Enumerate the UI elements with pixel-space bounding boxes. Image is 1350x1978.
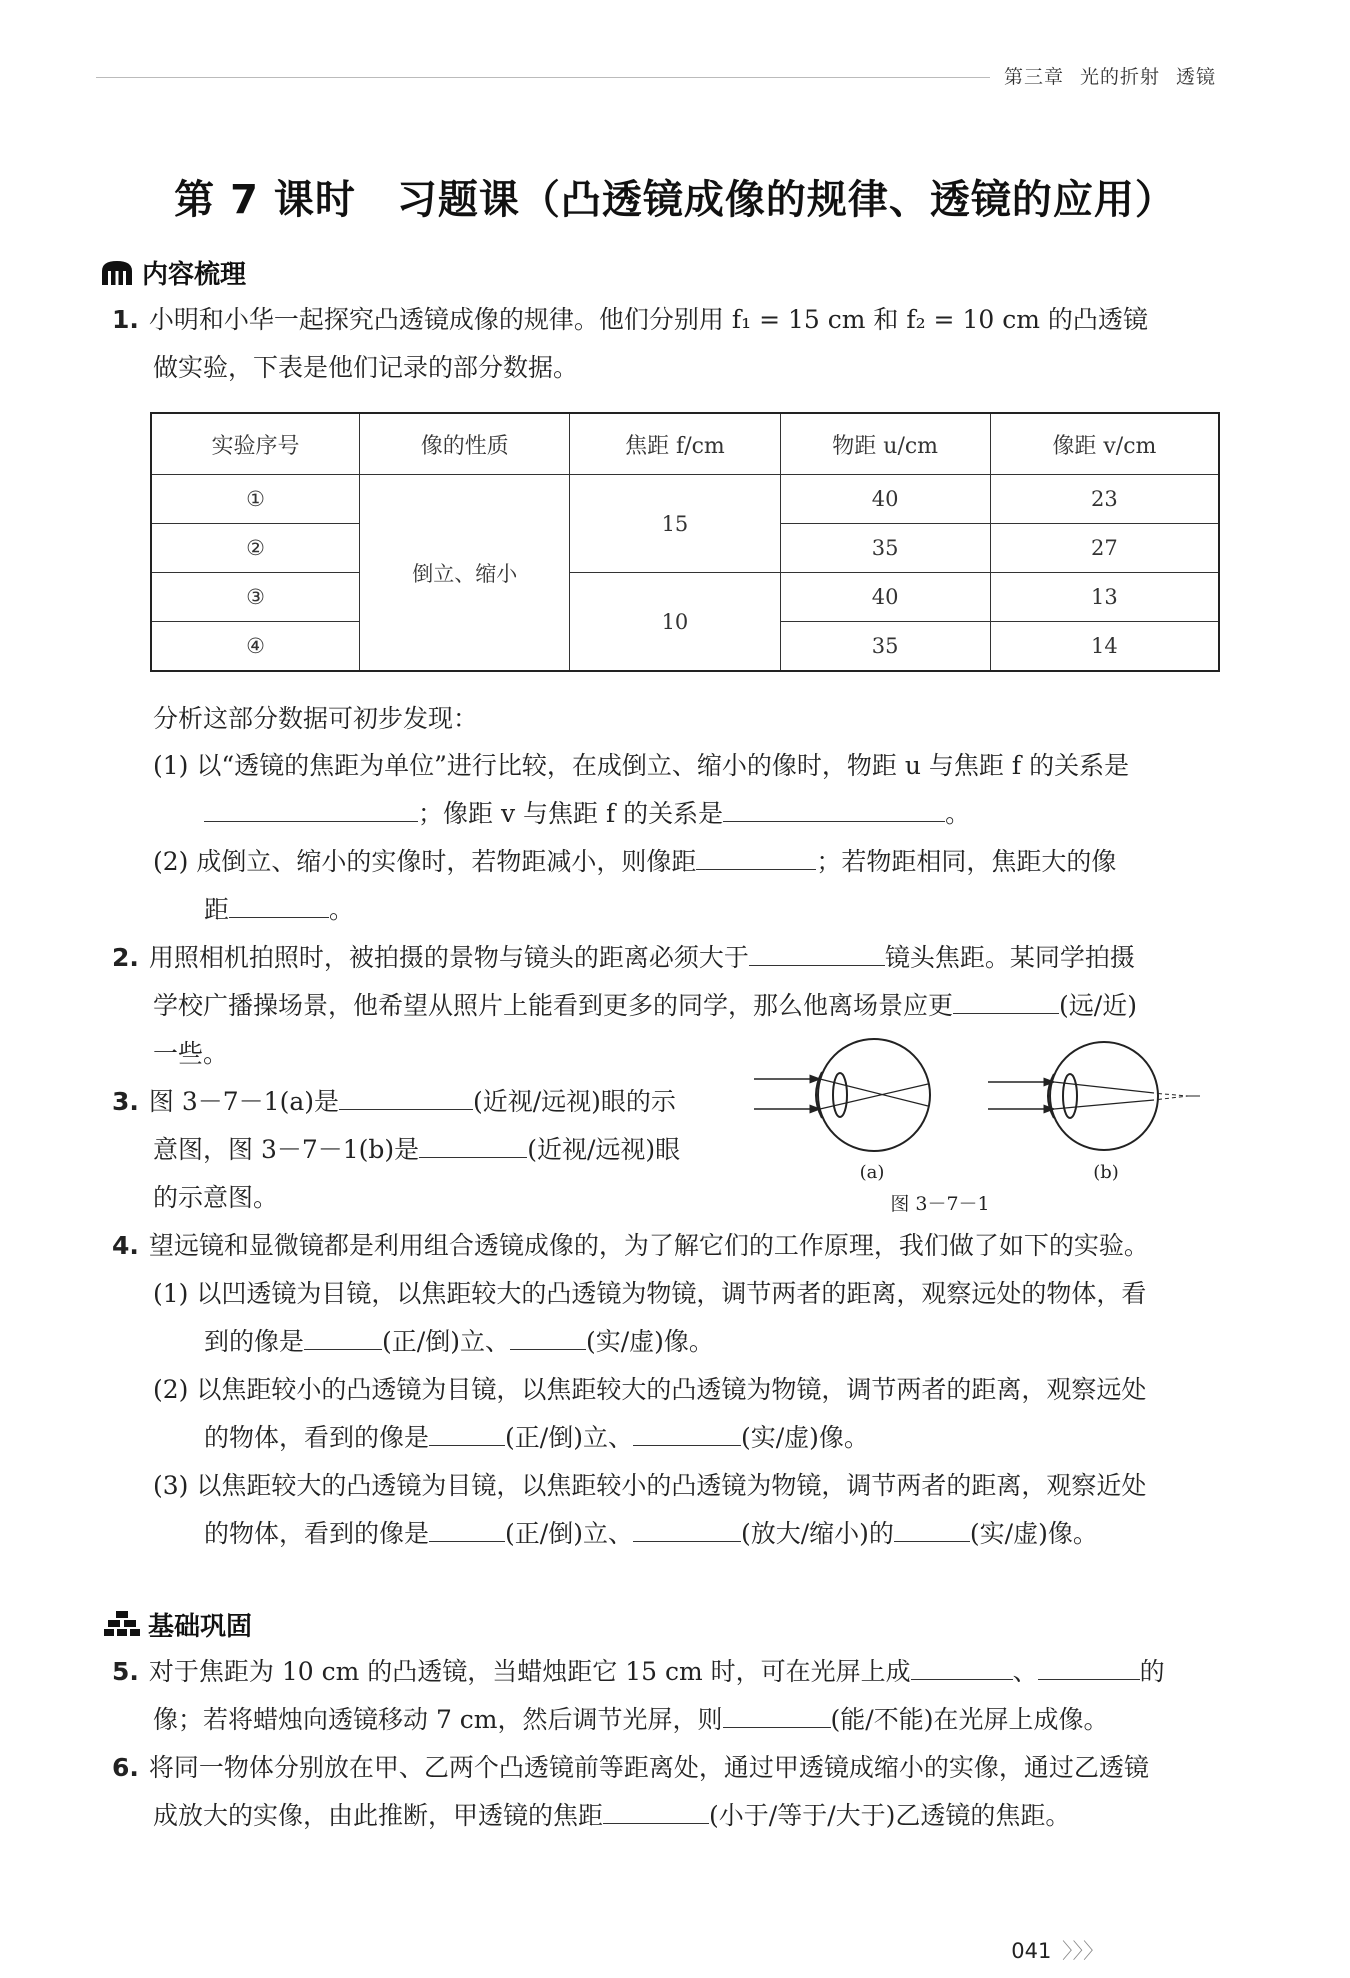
text-span: (实/虚)像。 xyxy=(969,1519,1098,1548)
q3-line1 xyxy=(112,1078,676,1126)
table-cell: 10 xyxy=(570,573,780,672)
q6-line1 xyxy=(112,1744,1149,1792)
column-header: 像的性质 xyxy=(360,413,570,475)
table-cell: 40 xyxy=(780,475,990,524)
answer-blank[interactable] xyxy=(911,1649,1013,1680)
analysis-p2-line1 xyxy=(153,838,1116,886)
table-row xyxy=(151,475,1219,524)
table-cell: 35 xyxy=(780,622,990,672)
q2-line1 xyxy=(112,934,1135,982)
q4-s3-line2 xyxy=(204,1510,1098,1558)
table-cell: 40 xyxy=(780,573,990,622)
table-cell: 35 xyxy=(780,524,990,573)
q4-s2-line2 xyxy=(204,1414,869,1462)
label-b: (b) xyxy=(1093,1162,1119,1183)
question-number: 1. xyxy=(112,305,139,334)
table-cell: ③ xyxy=(151,573,360,622)
text-span: 望远镜和显微镜都是利用组合透镜成像的，为了解它们的工作原理，我们做了如下的实验。 xyxy=(148,1231,1149,1260)
text-span: 图 3－7－1(a)是 xyxy=(148,1087,339,1116)
text-span: ；若物距相同，焦距大的像 xyxy=(816,847,1117,876)
answer-blank[interactable] xyxy=(723,791,945,822)
text-span: 的物体，看到的像是 xyxy=(204,1519,430,1548)
answer-blank[interactable] xyxy=(633,1511,741,1542)
answer-blank[interactable] xyxy=(953,983,1059,1014)
question-number: 4. xyxy=(112,1231,139,1260)
eye-a xyxy=(754,1039,930,1151)
q3-line2 xyxy=(153,1126,680,1174)
answer-blank[interactable] xyxy=(696,839,816,870)
text-span: 将同一物体分别放在甲、乙两个凸透镜前等距离处，通过甲透镜成缩小的实像，通过乙透镜 xyxy=(148,1753,1149,1782)
q5-line2 xyxy=(153,1696,1108,1744)
section-heading-basics xyxy=(104,1606,252,1644)
chevrons-icon: 〉〉〉 xyxy=(1062,1939,1104,1963)
table-cell: ② xyxy=(151,524,360,573)
q2-line3: 一些。 xyxy=(153,1039,229,1068)
chapter-label: 第三章 xyxy=(1004,66,1065,88)
text-span: 成放大的实像，由此推断，甲透镜的焦距 xyxy=(153,1801,604,1830)
q4-line0 xyxy=(112,1222,1149,1270)
eye-diagram-figure xyxy=(748,1036,1208,1216)
text-span: (近视/远视)眼 xyxy=(527,1135,681,1164)
text-span: 镜头焦距。某同学拍摄 xyxy=(884,943,1135,972)
answer-blank[interactable] xyxy=(603,1793,709,1824)
q4-s3-line1: (3) 以焦距较大的凸透镜为目镜，以焦距较小的凸透镜为物镜，调节两者的距离，观察近处 xyxy=(153,1471,1147,1500)
table-cell: 13 xyxy=(990,573,1219,622)
answer-blank[interactable] xyxy=(1038,1649,1140,1680)
chapter-title-a: 光的折射 xyxy=(1080,66,1161,88)
answer-blank[interactable] xyxy=(339,1079,473,1110)
analysis-intro: 分析这部分数据可初步发现： xyxy=(153,704,479,733)
column-header: 像距 v/cm xyxy=(990,413,1219,475)
table-cell: ④ xyxy=(151,622,360,672)
question-number: 6. xyxy=(112,1753,139,1782)
data-table xyxy=(150,412,1220,672)
text-span: 。 xyxy=(945,799,971,828)
text-span: 像；若将蜡烛向透镜移动 7 cm，然后调节光屏，则 xyxy=(153,1705,723,1734)
section-title: 基础巩固 xyxy=(148,1612,253,1642)
text-span: (放大/缩小)的 xyxy=(740,1519,894,1548)
text-span: 学校广播操场景，他希望从照片上能看到更多的同学，那么他离场景应更 xyxy=(153,991,954,1020)
q1-line1 xyxy=(112,296,1148,344)
text-span: 的物体，看到的像是 xyxy=(204,1423,430,1452)
text-span: (实/虚)像。 xyxy=(740,1423,869,1452)
question-number: 5. xyxy=(112,1657,139,1686)
q2-line2 xyxy=(153,982,1137,1030)
label-a: (a) xyxy=(859,1162,885,1183)
page-title: 第 7 课时 习题课（凸透镜成像的规律、透镜的应用） xyxy=(174,177,1176,223)
q4-s2-line1: (2) 以焦距较小的凸透镜为目镜，以焦距较大的凸透镜为物镜，调节两者的距离，观察远处 xyxy=(153,1375,1147,1404)
column-header: 物距 u/cm xyxy=(780,413,990,475)
text-span: 意图，图 3－7－1(b)是 xyxy=(153,1135,420,1164)
text-span: 。 xyxy=(329,895,355,924)
arch-icon xyxy=(100,259,134,292)
table-row xyxy=(151,573,1219,622)
answer-blank[interactable] xyxy=(229,887,329,918)
answer-blank[interactable] xyxy=(304,1319,382,1350)
analysis-p1-line1: (1) 以“透镜的焦距为单位”进行比较，在成倒立、缩小的像时，物距 u 与焦距 f 的关系是 xyxy=(153,751,1130,780)
table-cell: 23 xyxy=(990,475,1219,524)
analysis-p2-line2 xyxy=(204,886,354,934)
bricks-icon xyxy=(104,1611,140,1644)
answer-blank[interactable] xyxy=(429,1415,505,1446)
text-span: 距 xyxy=(204,895,230,924)
section-title: 内容梳理 xyxy=(142,260,247,290)
answer-blank[interactable] xyxy=(894,1511,970,1542)
text-span: (2) 成倒立、缩小的实像时，若物距减小，则像距 xyxy=(153,847,697,876)
table-cell: ① xyxy=(151,475,360,524)
page-number: 041 xyxy=(1011,1939,1052,1963)
text-span: 用照相机拍照时，被拍摄的景物与镜头的距离必须大于 xyxy=(148,943,749,972)
text-span: (能/不能)在光屏上成像。 xyxy=(830,1705,1109,1734)
column-header: 焦距 f/cm xyxy=(570,413,780,475)
q3-line3: 的示意图。 xyxy=(153,1183,279,1212)
text-span: (远/近) xyxy=(1059,991,1137,1020)
running-header xyxy=(1004,62,1216,89)
answer-blank[interactable] xyxy=(749,935,885,966)
answer-blank[interactable] xyxy=(723,1697,831,1728)
page-footer xyxy=(1011,1935,1104,1965)
text-span: (实/虚)像。 xyxy=(585,1327,714,1356)
question-number: 2. xyxy=(112,943,139,972)
section-heading-review xyxy=(100,254,246,292)
header-rule xyxy=(96,77,990,78)
text-span: (正/倒)立、 xyxy=(505,1423,633,1452)
text-span: 、 xyxy=(1012,1657,1038,1686)
text-span: 到的像是 xyxy=(204,1327,305,1356)
chapter-title-b: 透镜 xyxy=(1176,66,1217,88)
text-span: ；像距 v 与焦距 f 的关系是 xyxy=(418,799,724,828)
question-number: 3. xyxy=(112,1087,139,1116)
q6-line2 xyxy=(153,1792,1070,1840)
q4-s1-line2 xyxy=(204,1318,714,1366)
answer-blank[interactable] xyxy=(419,1127,527,1158)
text-span: (正/倒)立、 xyxy=(382,1327,510,1356)
answer-blank[interactable] xyxy=(204,791,418,822)
text-span: (小于/等于/大于)乙透镜的焦距。 xyxy=(709,1801,1071,1830)
figure-caption: 图 3－7－1 xyxy=(890,1193,990,1215)
text-span: 的 xyxy=(1139,1657,1165,1686)
table-cell: 倒立、缩小 xyxy=(360,475,570,672)
q4-s1-line1: (1) 以凹透镜为目镜，以焦距较大的凸透镜为物镜，调节两者的距离，观察远处的物体，看 xyxy=(153,1279,1147,1308)
table-cell: 15 xyxy=(570,475,780,573)
q1-line2: 做实验，下表是他们记录的部分数据。 xyxy=(153,353,579,382)
table-header-row xyxy=(151,413,1219,475)
q1-text: 小明和小华一起探究凸透镜成像的规律。他们分别用 f₁ = 15 cm 和 f₂ = 10 cm 的凸透镜 xyxy=(148,305,1148,334)
q5-line1 xyxy=(112,1648,1165,1696)
text-span: 对于焦距为 10 cm 的凸透镜，当蜡烛距它 15 cm 时，可在光屏上成 xyxy=(148,1657,911,1686)
table-cell: 27 xyxy=(990,524,1219,573)
column-header: 实验序号 xyxy=(151,413,360,475)
text-span: (近视/远视)眼的示 xyxy=(472,1087,676,1116)
text-span: (正/倒)立、 xyxy=(505,1519,633,1548)
analysis-p1-line2 xyxy=(204,790,970,838)
answer-blank[interactable] xyxy=(429,1511,505,1542)
answer-blank[interactable] xyxy=(510,1319,586,1350)
eye-b xyxy=(988,1042,1200,1150)
answer-blank[interactable] xyxy=(633,1415,741,1446)
table-cell: 14 xyxy=(990,622,1219,672)
